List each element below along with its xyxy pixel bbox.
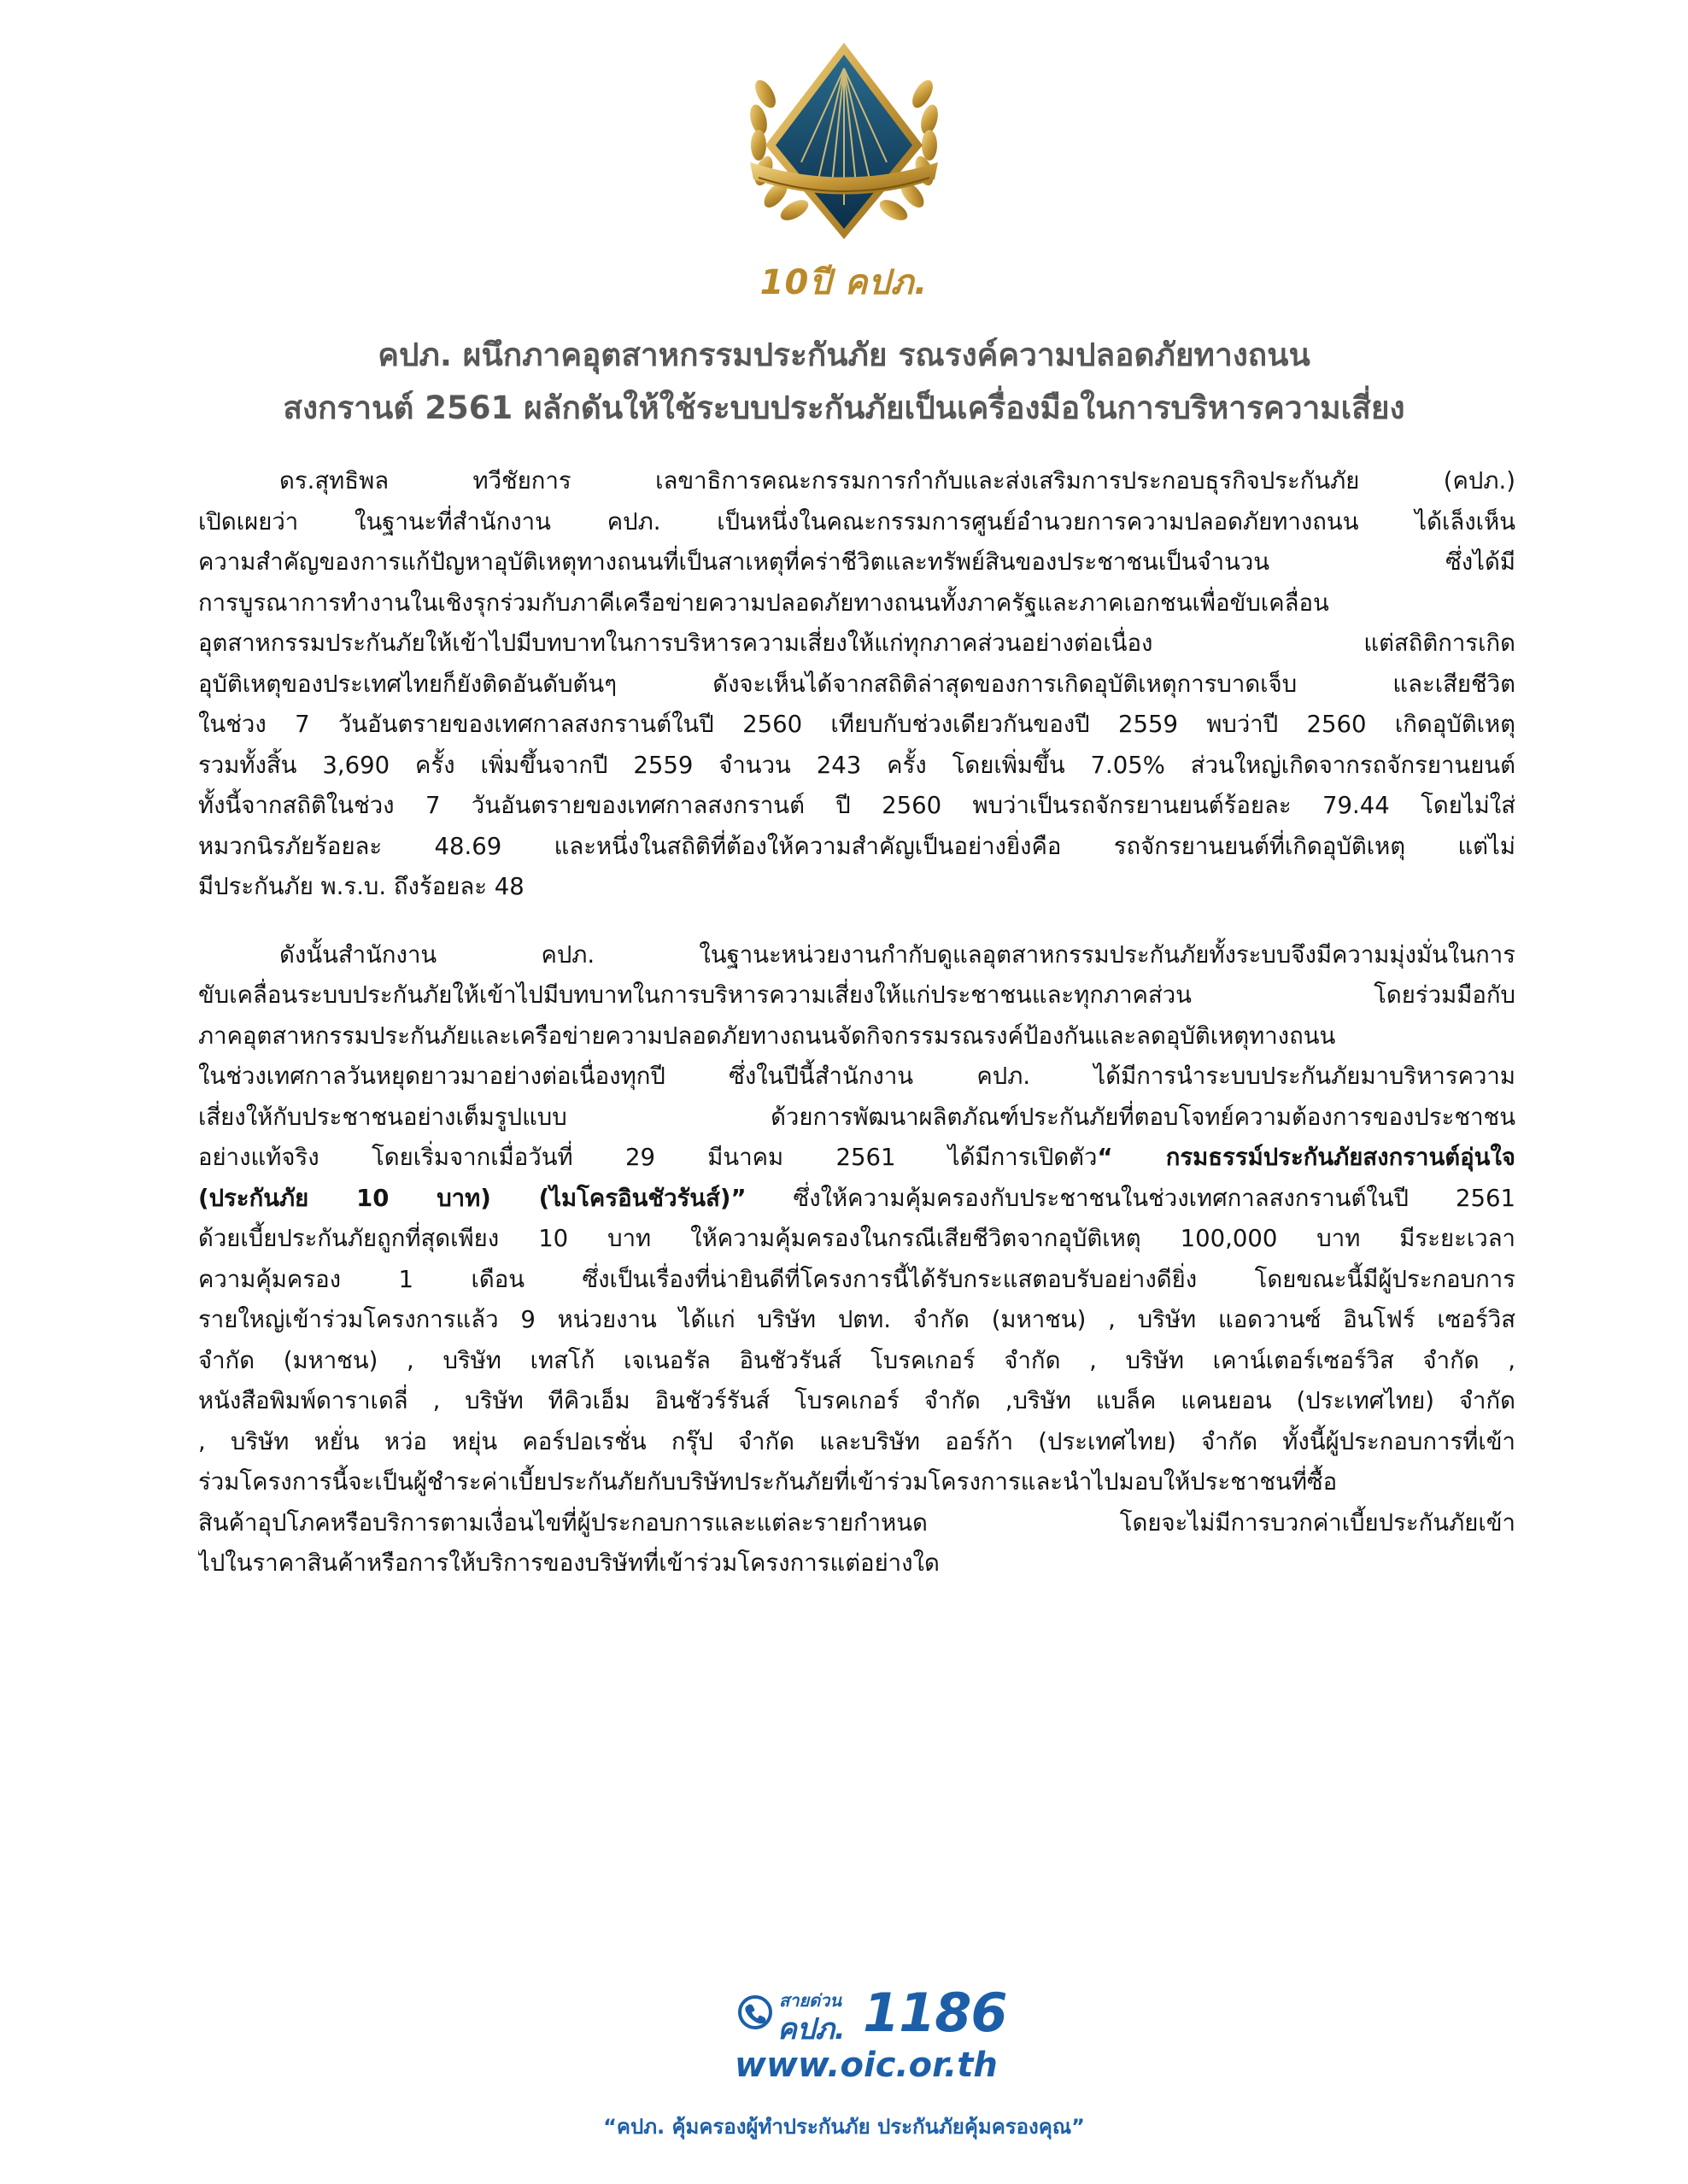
paragraph-line: จำกัด (มหาชน) , บริษัท เทสโก้ เจเนอรัล อินชัวรันส์ โบรคเกอร์ จำกัด , บริษัท เคาน์เตอร์เซอร์วิส จำกัด , [198, 1346, 1515, 1374]
slogan: “คปภ. คุ้มครองผู้ทำประกันภัย ประกันภัยคุ้มครองคุณ” [603, 2115, 1085, 2139]
plain-text: ซึ่งให้ความคุ้มครองกับประชาชนในช่วงเทศกาลสงกรานต์ในปี 2561 [746, 1184, 1515, 1212]
paragraph-line: ภาคอุตสาหกรรมประกันภัยและเครือข่ายความปลอดภัยทางถนนจัดกิจกรรมรณรงค์ป้องกันและลดอุบัติเหตุทางถนน [198, 1022, 1336, 1050]
paragraph-line: รวมทั้งสิ้น 3,690 ครั้ง เพิ่มขึ้นจากปี 2559 จำนวน 243 ครั้ง โดยเพิ่มขึ้น 7.05% ส่วนใหญ่เกิดจากรถจักรยานยนต์ [198, 751, 1515, 779]
logo-caption: 10ปี คปภ. [759, 263, 929, 302]
laurel-diamond-emblem-icon [733, 34, 955, 265]
paragraph-line: สินค้าอุปโภคหรือบริการตามเงื่อนไขที่ผู้ประกอบการและแต่ละรายกำหนด โดยจะไม่มีการบวกค่าเบี้ยประกันภัยเข้า [198, 1508, 1515, 1537]
paragraph-line: ด้วยเบี้ยประกันภัยถูกที่สุดเพียง 10 บาท ให้ความคุ้มครองในกรณีเสียชีวิตจากอุบัติเหตุ 100,000 บาท มีระยะเวลา [198, 1225, 1515, 1252]
plain-text: อย่างแท้จริง โดยเริ่มจากเมื่อวันที่ 29 มีนาคม 2561 ได้มีการเปิดตัว [198, 1144, 1098, 1171]
paragraph-line: ทั้งนี้จากสถิติในช่วง 7 วันอันตรายของเทศกาลสงกรานต์ ปี 2560 พบว่าเป็นรถจักรยานยนต์ร้อยละ 79.44 โดยไม่ใส่ [198, 792, 1515, 819]
policy-name-bold: “ กรมธรรม์ประกันภัยสงกรานต์อุ่นใจ [1097, 1144, 1515, 1171]
phone-icon [736, 1994, 774, 2031]
paragraph-line: หนังสือพิมพ์ดาราเดลี่ , บริษัท ทีคิวเอ็ม อินชัวร์รันส์ โบรคเกอร์ จำกัด ,บริษัท แบล็ค แคนยอน (ประเทศไทย) จำกัด [198, 1387, 1515, 1414]
paragraph-line: รายใหญ่เข้าร่วมโครงการแล้ว 9 หน่วยงาน ได้แก่ บริษัท ปตท. จำกัด (มหาชน) , บริษัท แอดวานซ์ อินโฟร์ เซอร์วิส [198, 1306, 1515, 1333]
paragraph-line-with-bold [198, 1179, 1515, 1220]
paragraph-line: หมวกนิรภัยร้อยละ 48.69 และหนึ่งในสถิติที่ต้องให้ความสำคัญเป็นอย่างยิ่งคือ รถจักรยานยนต์ที่เกิดอุบัติเหตุ แต่ไม่ [198, 832, 1515, 860]
hotline-org: คปภ. [777, 2012, 846, 2046]
paragraph-line: ขับเคลื่อนระบบประกันภัยให้เข้าไปมีบทบาทในการบริหารความเสี่ยงให้แก่ประชาชนและทุกภาคส่วน โดยร่วมมือกับ [198, 981, 1515, 1009]
paragraph-1 [198, 461, 1515, 908]
headline-line-2: สงกรานต์ 2561 ผลักดันให้ใช้ระบบประกันภัยเป็นเครื่องมือในการบริหารความเสี่ยง [283, 389, 1405, 426]
paragraph-line: เสี่ยงให้กับประชาชนอย่างเต็มรูปแบบ ด้วยการพัฒนาผลิตภัณฑ์ประกันภัยที่ตอบโจทย์ความต้องการของประชาชน [198, 1103, 1515, 1131]
hotline-number: 1186 [863, 1982, 1007, 2044]
paragraph-line: ดังนั้นสำนักงาน คปภ. ในฐานะหน่วยงานกำกับดูแลอุตสาหกรรมประกันภัยทั้งระบบจึงมีความมุ่งมั่นในการ [279, 940, 1515, 969]
paragraph-line: ในช่วงเทศกาลวันหยุดยาวมาอย่างต่อเนื่องทุกปี ซึ่งในปีนี้สำนักงาน คปภ. ได้มีการนำระบบประกันภัยมาบริหารความ [198, 1063, 1515, 1090]
paragraph-line: ดร.สุทธิพล ทวีชัยการ เลขาธิการคณะกรรมการกำกับและส่งเสริมการประกอบธุรกิจประกันภัย (คปภ.) [279, 467, 1515, 495]
paragraph-line: ความคุ้มครอง 1 เดือน ซึ่งเป็นเรื่องที่น่ายินดีที่โครงการนี้ได้รับกระแสตอบรับอย่างดียิ่ง โดยขณะนี้มีผู้ประกอบการ [198, 1265, 1515, 1293]
hotline-banner [735, 1982, 1007, 2046]
paragraph-line: ความสำคัญของการแก้ปัญหาอุบัติเหตุทางถนนที่เป็นสาเหตุที่คร่าชีวิตและทรัพย์สินของประชาชนเป็นจำนวน ซึ่งได้มี [198, 548, 1515, 576]
oic-10-year-logo [733, 34, 955, 307]
paragraph-2 [198, 935, 1515, 1584]
paragraph-line: ในช่วง 7 วันอันตรายของเทศกาลสงกรานต์ในปี 2560 เทียบกับช่วงเดียวกันของปี 2559 พบว่าปี 2560 เกิดอุบัติเหตุ [198, 711, 1515, 738]
paragraph-line: ร่วมโครงการนี้จะเป็นผู้ชำระค่าเบี้ยประกันภัยกับบริษัทประกันภัยที่เข้าร่วมโครงการและนำไปมอบให้ประชาชนที่ซื้อ [198, 1468, 1338, 1496]
headline [128, 329, 1560, 435]
hotline-label: สายด่วน [779, 1990, 842, 2011]
policy-name-bold: (ประกันภัย 10 บาท) (ไมโครอินชัวรันส์)” [198, 1184, 747, 1212]
paragraph-line: อุตสาหกรรมประกันภัยให้เข้าไปมีบทบาทในการบริหารความเสี่ยงให้แก่ทุกภาคส่วนอย่างต่อเนื่อง แต่สถิติการเกิด [198, 629, 1515, 657]
paragraph-line: เปิดเผยว่า ในฐานะที่สำนักงาน คปภ. เป็นหนึ่งในคณะกรรมการศูนย์อำนวยการความปลอดภัยทางถนน ได้เล็งเห็น [198, 507, 1515, 536]
paragraph-line-with-bold [198, 1138, 1515, 1179]
paragraph-line: มีประกันภัย พ.ร.บ. ถึงร้อยละ 48 [198, 873, 525, 900]
paragraph-line: , บริษัท หยั่น หว่อ หยุ่น คอร์ปอเรชั่น กรุ๊ป จำกัด และบริษัท ออร์ก้า (ประเทศไทย) จำกัด ทั้งนี้ผู้ประกอบการที่เข้า [198, 1427, 1515, 1455]
headline-line-1: คปภ. ผนึกภาคอุตสาหกรรมประกันภัย รณรงค์ความปลอดภัยทางถนน [378, 337, 1310, 373]
paragraph-line: การบูรณาการทำงานในเชิงรุกร่วมกับภาคีเครือข่ายความปลอดภัยทางถนนทั้งภาครัฐและภาคเอกชนเพื่อขับเคลื่อน [198, 588, 1329, 617]
paragraph-line: อุบัติเหตุของประเทศไทยก็ยังติดอันดับต้นๆ ดังจะเห็นได้จากสถิติล่าสุดของการเกิดอุบัติเหตุการบาดเจ็บ และเสียชีวิต [198, 670, 1515, 698]
website-url: www.oic.or.th [735, 2046, 998, 2085]
article-body [198, 461, 1515, 1584]
paragraph-line: ไปในราคาสินค้าหรือการให้บริการของบริษัทที่เข้าร่วมโครงการแต่อย่างใด [198, 1549, 940, 1577]
